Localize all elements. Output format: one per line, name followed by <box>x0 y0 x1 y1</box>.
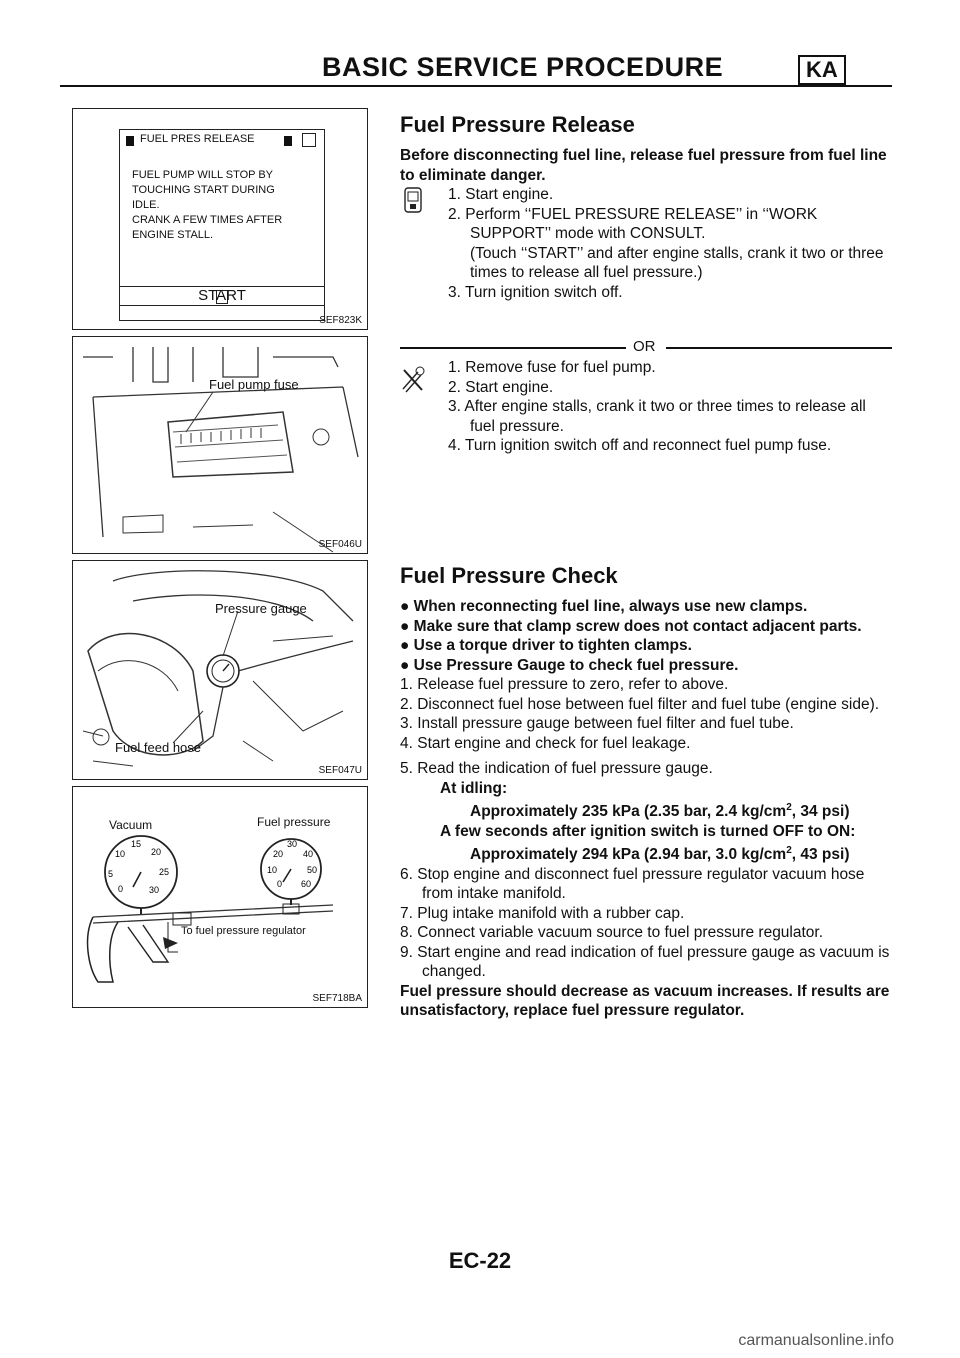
spec-value: Approximately 235 kPa (2.35 bar, 2.4 $kg/cm^2$, 34 psi) <box>470 802 850 821</box>
figure-code: SEF718BA <box>312 993 362 1004</box>
screen-text <box>132 168 282 243</box>
step: 2. Start engine. <box>448 378 554 396</box>
step: 3. After engine stalls, crank it two or three times to release all fuel pressure. <box>448 398 866 435</box>
start-button: START <box>119 286 325 306</box>
step: 8. Connect variable vacuum source to fuel pressure regulator. <box>400 924 824 942</box>
screen-line: CRANK A FEW TIMES AFTER <box>132 214 283 226</box>
fuse-box-drawing <box>73 337 368 554</box>
release-steps-consult <box>400 185 892 302</box>
svg-text:30: 30 <box>149 885 160 895</box>
figure-code: SEF047U <box>318 765 362 776</box>
svg-text:20: 20 <box>151 847 162 857</box>
svg-text:50: 50 <box>307 865 318 875</box>
screen-line: IDLE. <box>132 199 160 211</box>
figure-vacuum-test <box>72 786 368 1008</box>
bullet-item: ● Use a torque driver to tighten clamps. <box>400 637 692 654</box>
page-header <box>60 52 892 86</box>
check-title: Fuel Pressure Check <box>400 563 618 588</box>
block-icon <box>126 136 134 146</box>
or-separator <box>400 338 892 358</box>
svg-text:0: 0 <box>277 879 283 889</box>
page-number: EC-22 <box>448 1248 512 1273</box>
or-text: OR <box>633 338 656 355</box>
svg-text:30: 30 <box>287 839 298 849</box>
block-icon <box>284 136 292 146</box>
figure-pressure-gauge <box>72 560 368 780</box>
step: 7. Plug intake manifold with a rubber cap. <box>400 904 685 922</box>
release-section <box>400 112 892 302</box>
figure-fuel-pump-fuse <box>72 336 368 554</box>
spec-value: Approximately 294 kPa (2.94 bar, 3.0 $kg/cm^2$, 43 psi) <box>470 845 850 864</box>
callout-label: Fuel pressure <box>257 815 331 829</box>
bullet-item: ● Make sure that clamp screw does not contact adjacent parts. <box>400 617 862 635</box>
svg-text:10: 10 <box>115 849 126 859</box>
step: 1. Release fuel pressure to zero, refer to above. <box>400 676 729 693</box>
svg-text:60: 60 <box>301 879 312 889</box>
header-rule <box>60 85 892 87</box>
svg-text:40: 40 <box>303 849 314 859</box>
step: 4. Turn ignition switch off and reconnect fuel pump fuse. <box>448 437 832 454</box>
engine-badge: KA <box>798 55 846 85</box>
step: 1. Remove fuse for fuel pump. <box>448 359 656 376</box>
figure-code: SEF823K <box>319 315 362 326</box>
step: 4. Start engine and check for fuel leakage. <box>400 734 691 752</box>
step: 3. Install pressure gauge between fuel filter and fuel tube. <box>400 715 794 732</box>
divider <box>400 347 626 349</box>
step: 1. Start engine. <box>448 186 554 203</box>
checkbox-icon <box>302 133 316 147</box>
check-section <box>400 563 892 1021</box>
screen-line: FUEL PUMP WILL STOP BY <box>132 169 274 181</box>
release-intro: Before disconnecting fuel line, release fuel pressure from fuel line to eliminate danger. <box>400 147 887 184</box>
step: 6. Stop engine and disconnect fuel pressure regulator vacuum hose from intake manifold. <box>400 865 865 903</box>
svg-text:20: 20 <box>273 849 284 859</box>
release-title: Fuel Pressure Release <box>400 112 635 137</box>
figure-consult-screen <box>72 108 368 330</box>
bullet-item: ● Use Pressure Gauge to check fuel pressure. <box>400 656 739 674</box>
screen-line: ENGINE STALL. <box>132 229 214 241</box>
release-steps-manual <box>400 358 892 456</box>
conclusion: Fuel pressure should decrease as vacuum increases. If results are unsatisfactory, replace fuel pressure regulator. <box>400 982 890 1020</box>
screen-line: TOUCHING START DURING <box>132 184 275 196</box>
watermark: carmanualsonline.info <box>738 1332 894 1349</box>
bullet-item: ● When reconnecting fuel line, always use new clamps. <box>400 598 808 615</box>
callout-label: Vacuum <box>109 818 153 832</box>
section-title: BASIC SERVICE PROCEDURE <box>322 52 724 82</box>
callout-label: To fuel pressure regulator <box>181 925 306 937</box>
callout-label: Fuel feed hose <box>115 740 202 755</box>
svg-text:10: 10 <box>267 865 278 875</box>
screen-title: FUEL PRES RELEASE <box>140 133 255 145</box>
svg-text:15: 15 <box>131 839 142 849</box>
divider <box>666 347 892 349</box>
spec-label: A few seconds after ignition switch is turned OFF to ON: <box>440 822 856 840</box>
svg-text:0: 0 <box>118 884 124 894</box>
step: 2. Disconnect fuel hose between fuel filter and fuel tube (engine side). <box>400 695 880 713</box>
step: 5. Read the indication of fuel pressure gauge. <box>400 760 713 777</box>
svg-text:5: 5 <box>108 869 114 879</box>
step-note: (Touch ‘‘START’’ and after engine stalls, crank it two or three times to release all fuel pressure.) <box>470 244 884 281</box>
callout-label: Fuel pump fuse <box>209 377 299 392</box>
svg-text:25: 25 <box>159 867 170 877</box>
step: 9. Start engine and read indication of fuel pressure gauge as vacuum is changed. <box>400 943 890 981</box>
figure-code: SEF046U <box>318 539 362 550</box>
consult-tool-icon <box>398 186 428 216</box>
callout-label: Pressure gauge <box>215 601 307 616</box>
step: 3. Turn ignition switch off. <box>448 283 623 301</box>
spec-label: At idling: <box>440 779 508 797</box>
step: 2. Perform ‘‘FUEL PRESSURE RELEASE’’ in ‘‘WORK SUPPORT’’ mode with CONSULT. <box>448 205 818 242</box>
